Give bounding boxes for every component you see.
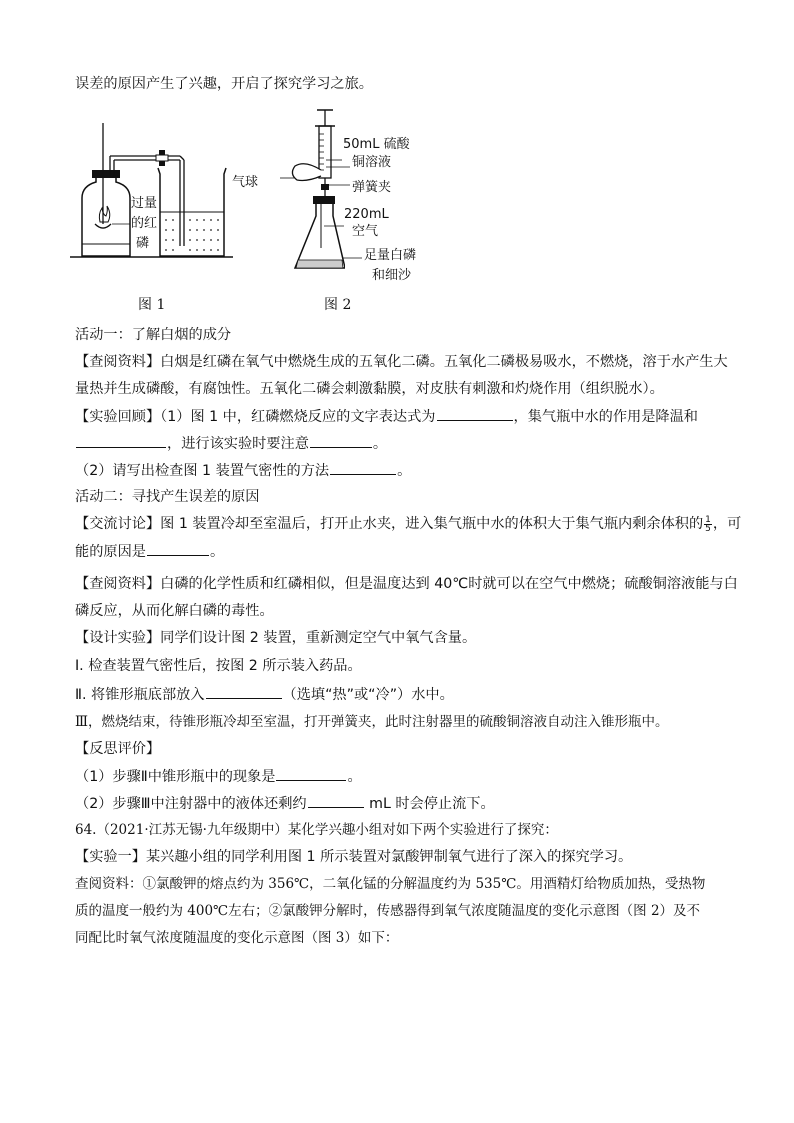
fig1-caption: 图 1: [138, 297, 166, 313]
discuss-line1: [75, 514, 741, 534]
exp1-text: 某兴趣小组的同学利用图 1 所示装置对氯酸钾制氧气进行了深入的探究学习。: [145, 849, 633, 865]
step2-line: [75, 684, 454, 705]
info1-tag: 【查阅资料】: [75, 354, 161, 370]
answer-blank-3[interactable]: [310, 433, 372, 448]
discuss-text-a: 图 1 装置冷却至室温后，打开止水夹，进入集气瓶中水的体积大于集气瓶内剩余体积的: [160, 516, 704, 532]
fig2-air-label-2: 空气: [352, 224, 379, 239]
reflect-text-a: （1）步骤Ⅱ中锥形瓶中的现象是: [75, 769, 276, 785]
discuss-text-b-end: 。: [209, 544, 225, 560]
exp1-line: [75, 847, 632, 867]
review-line2: [75, 433, 387, 454]
intro-text: 误差的原因产生了兴趣，开启了探究学习之旅。: [75, 76, 373, 92]
design-text: 同学们设计图 2 装置，重新测定空气中氧气含量。: [160, 630, 477, 646]
review-tag: 【实验回顾】: [75, 409, 161, 425]
answer-blank-2[interactable]: [76, 433, 166, 448]
fig2-phosphorus-label-1: 足量白磷: [364, 248, 417, 263]
discuss-line2: [75, 541, 224, 562]
fig2-caption: 图 2: [324, 297, 352, 313]
info3-line1: 查阅资料：①氯酸钾的熔点约为 356℃，二氧化锰的分解温度约为 535℃。用酒精灯给物质加热，受热物: [75, 876, 706, 892]
fig1-red-phosphorus-label-3: 磷: [136, 236, 150, 251]
fig2-label-leaders: [260, 140, 370, 270]
question-64-heading: 64.（2021·江苏无锡·九年级期中）某化学兴趣小组对如下两个实验进行了探究：: [75, 822, 558, 838]
activity1-heading: 活动一：了解白烟的成分: [75, 327, 232, 343]
design-line: [75, 628, 476, 648]
fig2-phosphorus-label-2: 和细沙: [372, 268, 412, 283]
fig1-red-phosphorus-label-1: 过量: [131, 196, 158, 211]
reflect-heading: 【反思评价】: [75, 741, 161, 757]
fig2-air-label-1: 220mL: [344, 207, 389, 222]
reflect-line1: [75, 766, 362, 787]
reflect-text-a-end: 。: [347, 769, 362, 785]
discuss-tag: 【交流讨论】: [75, 516, 161, 532]
step2-text-a: Ⅱ. 将锥形瓶底部放入: [75, 687, 205, 703]
answer-blank-1[interactable]: [437, 406, 513, 421]
review-text-b-end: 。: [372, 436, 388, 452]
review-text-a2: ，集气瓶中水的作用是降温和: [513, 409, 698, 425]
review-line3: [75, 460, 411, 481]
info2-line2: 磷反应，从而化解白磷的毒性。: [75, 603, 274, 619]
step3: Ⅲ，燃烧结束，待锥形瓶冷却至室温，打开弹簧夹，此时注射器里的硫酸铜溶液自动注入锥形瓶中。: [75, 714, 669, 730]
info2-tag: 【查阅资料】: [75, 576, 161, 592]
reflect-line2: [75, 793, 495, 814]
figure-1-apparatus: [70, 118, 235, 263]
info3-line3: 同配比时氧气浓度随温度的变化示意图（图 3）如下：: [75, 930, 399, 946]
answer-blank-8[interactable]: [308, 793, 364, 808]
review-text-c-end: 。: [397, 463, 412, 479]
info2-text-a: 白磷的化学性质和红磷相似，但是温度达到 40℃时就可以在空气中燃烧；硫酸铜溶液能与白: [160, 576, 738, 592]
fig2-syringe-label-1: 50mL 硫酸: [343, 137, 410, 152]
review-text-b: ，进行该实验时要注意: [167, 436, 309, 452]
info1-line2: 量热并生成磷酸，有腐蚀性。五氧化二磷会刺激黏膜，对皮肤有刺激和灼烧作用（组织脱水）。: [75, 381, 664, 397]
design-tag: 【设计实验】: [75, 630, 161, 646]
exp1-tag: 【实验一】: [75, 849, 146, 865]
fig2-syringe-label-2: 铜溶液: [352, 155, 392, 170]
review-line1: [75, 406, 698, 427]
answer-blank-7[interactable]: [276, 766, 346, 781]
info2-line1: [75, 574, 738, 594]
reflect-text-b-end: mL 时会停止流下。: [364, 796, 495, 812]
info1-text-a: 白烟是红磷在氧气中燃烧生成的五氧化二磷。五氧化二磷极易吸水，不燃烧，溶于水产生大: [160, 354, 728, 370]
fig2-balloon-label: 气球: [232, 175, 259, 190]
answer-blank-5[interactable]: [147, 541, 209, 556]
discuss-text-a-end: ，可: [712, 516, 742, 532]
reflect-text-b: （2）步骤Ⅲ中注射器中的液体还剩约: [75, 796, 307, 812]
fig1-red-phosphorus-label-2: 的红: [131, 216, 158, 231]
fraction-one-fifth: [704, 516, 712, 533]
step2-text-b: （选填“热”或“冷”）水中。: [282, 687, 454, 703]
discuss-text-b: 能的原因是: [75, 544, 146, 560]
step1: Ⅰ. 检查装置气密性后，按图 2 所示装入药品。: [75, 658, 362, 674]
activity2-heading: 活动二：寻找产生误差的原因: [75, 489, 260, 505]
answer-blank-4[interactable]: [330, 460, 396, 475]
info3-line2: 质的温度一般约为 400℃左右；②氯酸钾分解时，传感器得到氧气浓度随温度的变化示意图（图 2）及不: [75, 903, 701, 919]
fraction-denominator: 5: [705, 523, 711, 534]
info1-line1: [75, 352, 728, 372]
fraction-numerator: 1: [705, 514, 711, 525]
review-text-a1: （1）图 1 中，红磷燃烧反应的文字表达式为: [160, 409, 436, 425]
answer-blank-6[interactable]: [206, 684, 282, 699]
fig2-clip-label: 弹簧夹: [352, 180, 392, 195]
review-text-c: （2）请写出检查图 1 装置气密性的方法: [75, 463, 330, 479]
